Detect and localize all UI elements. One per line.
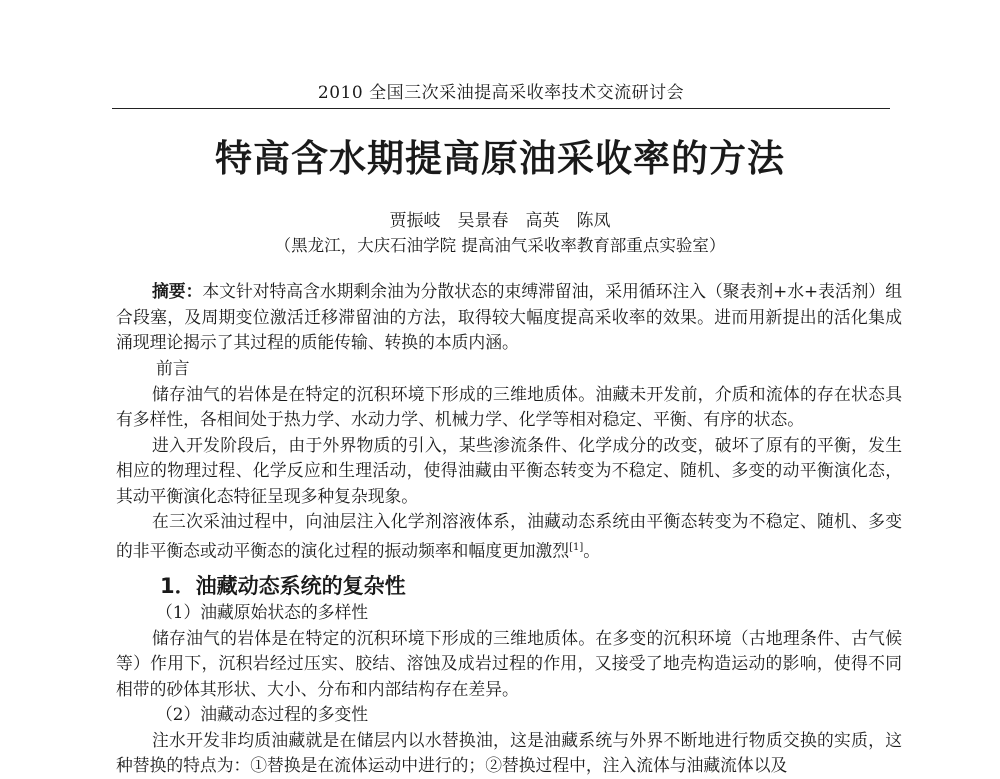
abstract-label: 摘要： — [152, 281, 203, 301]
abstract-text: 本文针对特高含水期剩余油为分散状态的束缚滞留油，采用循环注入（聚表剂+水+表活剂）组合段塞，及周期变位激活迁移滞留油的方法，取得较大幅度提高采收率的效果。进而用新提出的活化集成涌现理论揭示了其过程的质能传输、转换的本质内涵。 — [116, 281, 902, 352]
intro-paragraph-3-end: 。 — [583, 540, 601, 561]
subsection-1-title: （1）油藏原始状态的多样性 — [156, 602, 369, 622]
author-list: 贾振岐 吴景春 高英 陈凤 — [389, 211, 611, 231]
citation-ref: [1] — [569, 541, 584, 553]
subsection-1-text: 储存油气的岩体是在特定的沉积环境下形成的三维地质体。在多变的沉积环境（古地理条件、古气候等）作用下，沉积岩经过压实、胶结、溶蚀及成岩过程的作用，又接受了地壳构造运动的影响，使得不同相带的砂体其形状、大小、分布和内部结构存在差异。 — [116, 627, 902, 699]
intro-heading: 前言 — [156, 358, 190, 378]
section-1-title: 1．油藏动态系统的复杂性 — [160, 574, 406, 598]
intro-paragraph-1: 储存油气的岩体是在特定的沉积环境下形成的三维地质体。油藏未开发前，介质和流体的存在状态具有多样性，各相间处于热力学、水动力学、机械力学、化学等相对稳定、平衡、有序的状态。 — [116, 383, 902, 429]
intro-paragraph-2: 进入开发阶段后，由于外界物质的引入，某些渗流条件、化学成分的改变，破坏了原有的平衡，发生相应的物理过程、化学反应和生理活动，使得油藏由平衡态转变为不稳定、随机、多变的动平衡演化态，其动平衡演化态特征呈现多种复杂现象。 — [116, 434, 902, 506]
conference-header: 2010 全国三次采油提高采收率技术交流研讨会 — [112, 78, 890, 109]
introduction — [116, 356, 902, 564]
paper-title: 特高含水期提高原油采收率的方法 — [215, 137, 785, 180]
abstract — [116, 279, 902, 356]
section-1-body — [116, 600, 902, 779]
intro-paragraph-3-text: 在三次采油过程中，向油层注入化学剂溶液体系，油藏动态系统由平衡态转变为不稳定、随机、多变的非平衡态或动平衡态的演化过程的振动频率和幅度更加激烈 — [116, 511, 902, 561]
subsection-2-text: 注水开发非均质油藏就是在储层内以水替换油，这是油藏系统与外界不断地进行物质交换的实质，这种替换的特点为：①替换是在流体运动中进行的；②替换过程中，注入流体与油藏流体以及 — [116, 729, 902, 775]
affiliation: （黑龙江，大庆石油学院 提高油气采收率教育部重点实验室） — [274, 236, 726, 255]
subsection-2-title: （2）油藏动态过程的多变性 — [156, 704, 369, 724]
intro-paragraph-3 — [116, 509, 902, 564]
